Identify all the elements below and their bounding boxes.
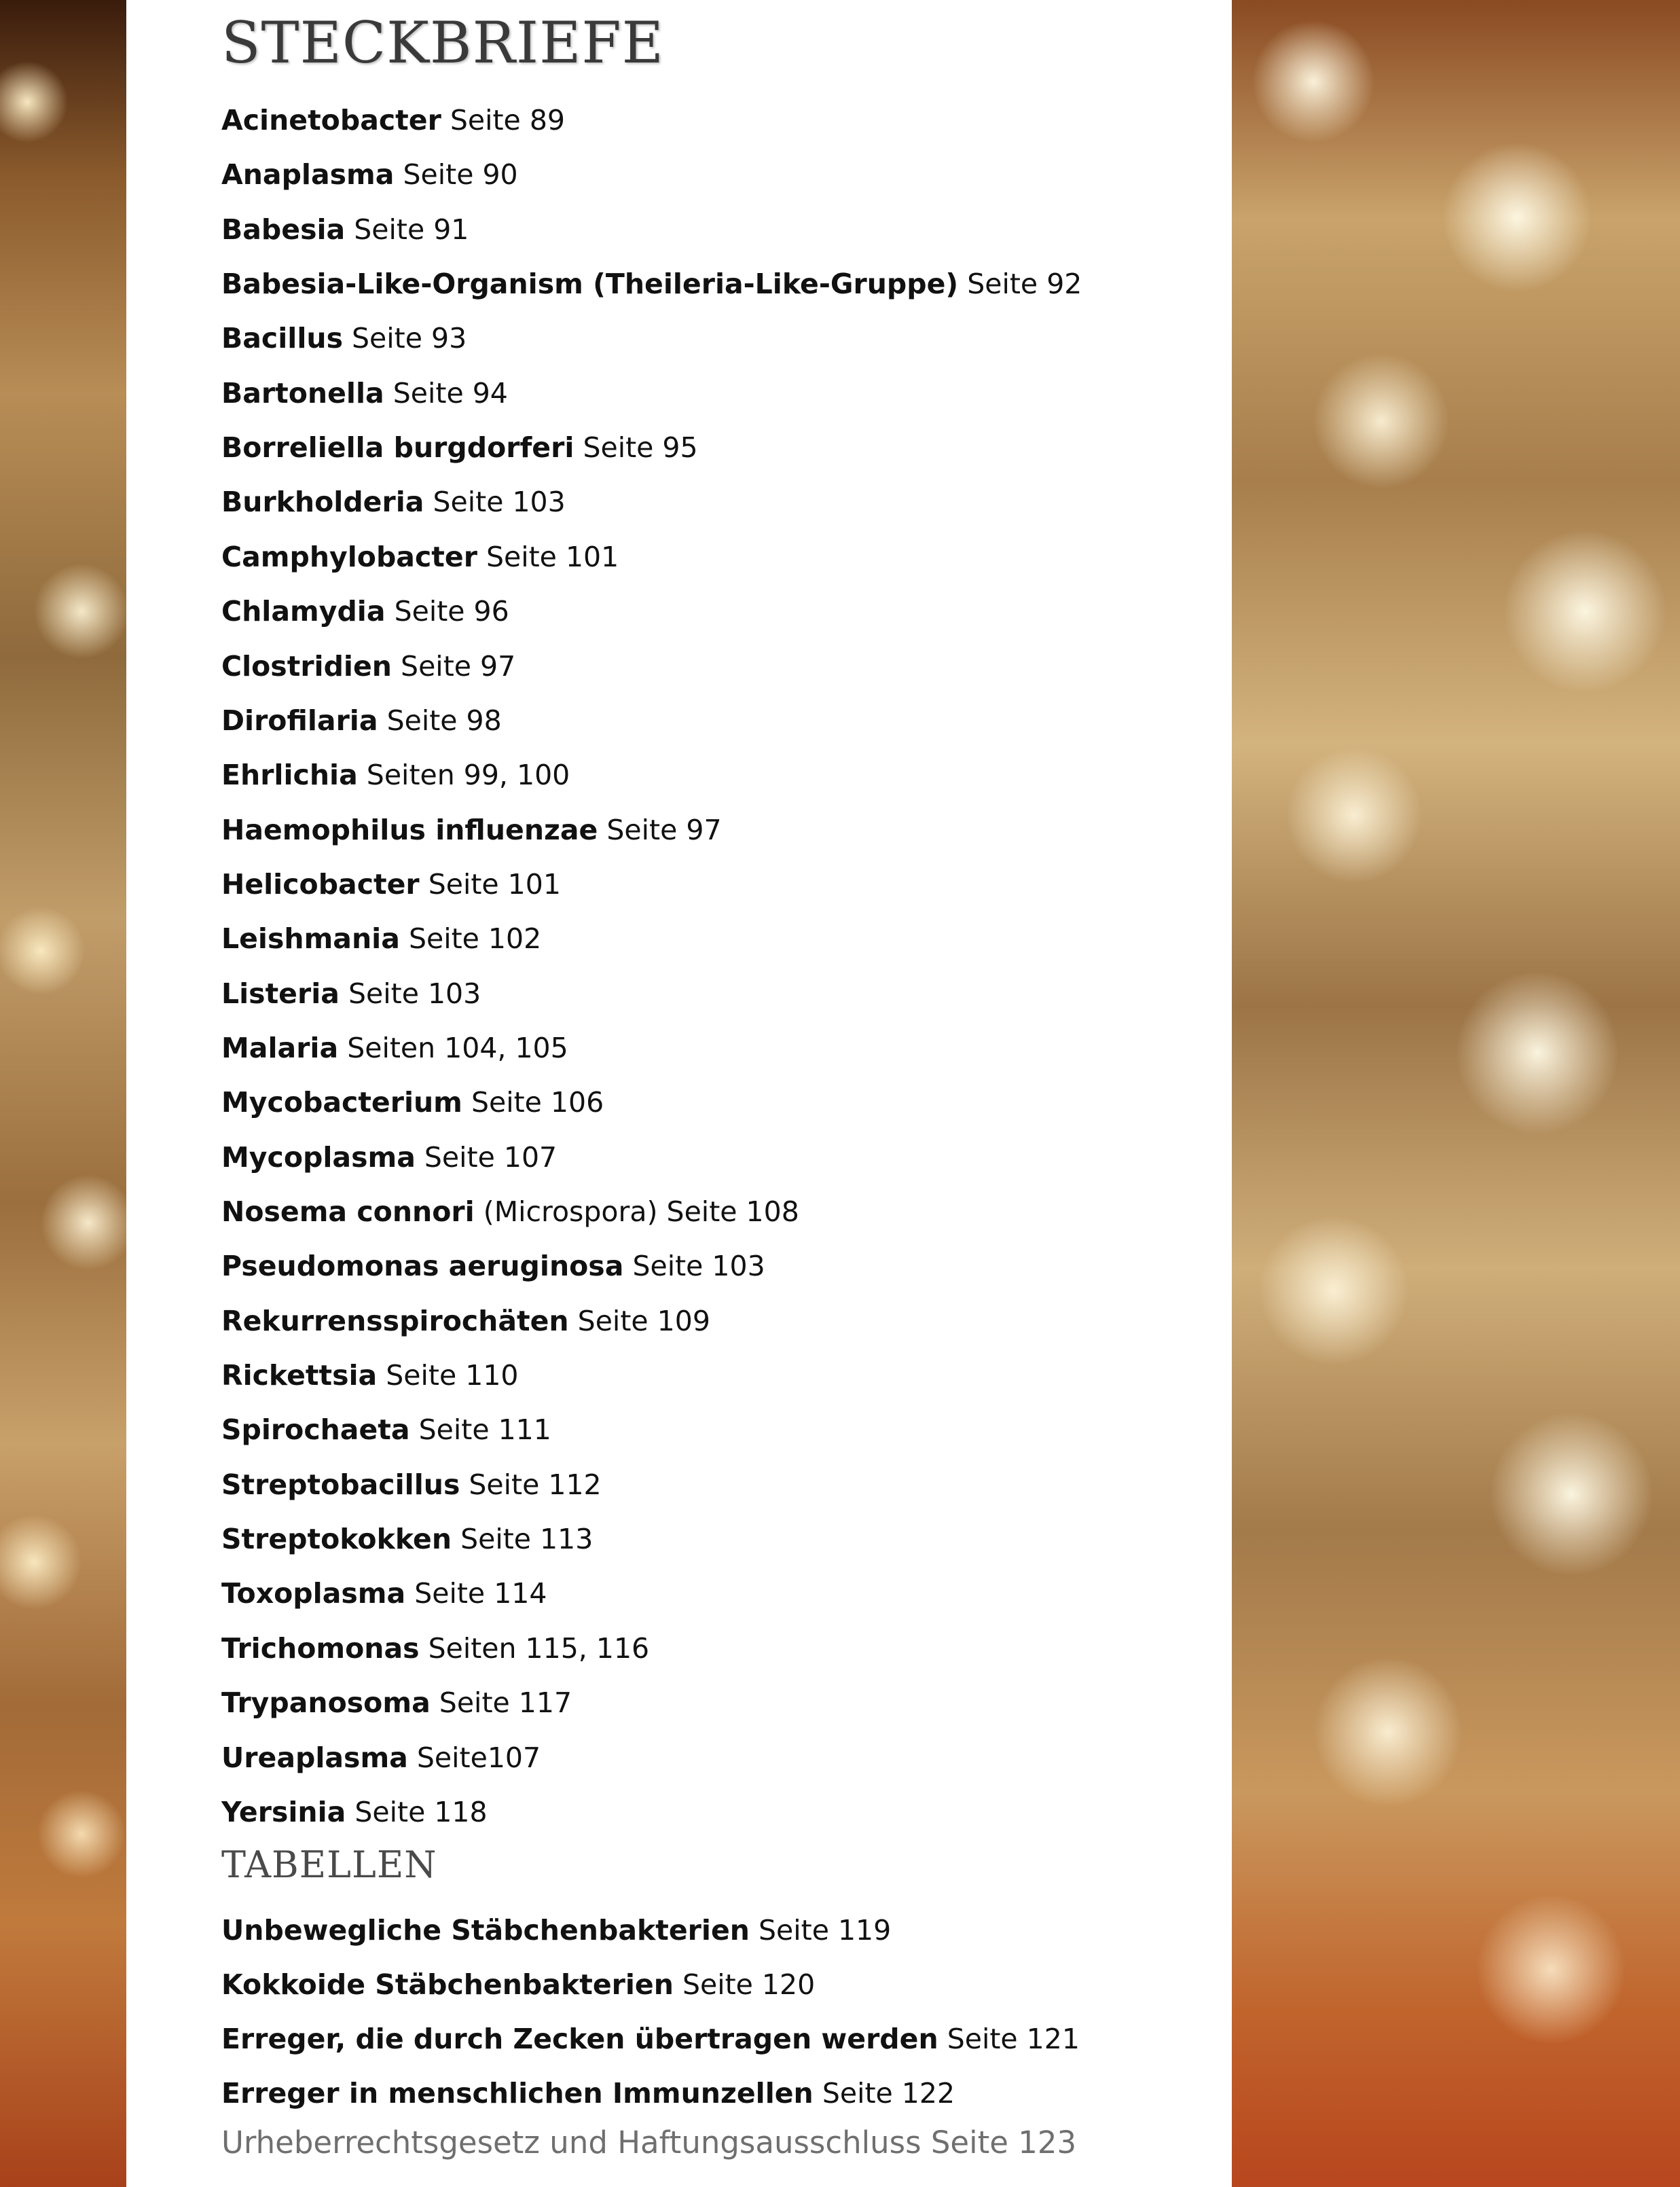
toc-entry[interactable] [221,1304,710,1338]
toc-entry[interactable] [221,103,565,137]
footer-copyright-entry[interactable]: Urheberrechtsgesetz und Haftungsausschluss Seite 123 [221,2125,1077,2161]
entry-title: Bartonella [221,376,384,410]
entry-title: Trichomonas [221,1631,420,1665]
toc-entry[interactable] [221,1249,765,1283]
toc-entry[interactable] [221,1631,649,1665]
entry-page-ref: Seite 112 [469,1468,602,1501]
toc-entry[interactable] [221,922,541,956]
toc-entry[interactable] [221,813,722,847]
toc-entry[interactable] [221,704,502,738]
toc-entry[interactable] [221,1085,604,1119]
entry-title: Streptobacillus [221,1468,460,1501]
entry-page-ref: Seite 103 [348,977,481,1010]
entry-page-ref: Seiten 115, 116 [428,1631,650,1665]
entry-page-ref: Seite 122 [822,2077,955,2110]
entry-page-ref: Seite 96 [394,595,509,628]
entry-title: Mycobacterium [221,1086,462,1119]
entry-page-ref: Seite 106 [471,1086,604,1119]
entry-page-ref: Seite 111 [418,1413,551,1447]
entry-page-ref: Seite 101 [486,540,619,573]
entry-page-ref: Seite 117 [439,1686,572,1720]
entry-title: Listeria [221,977,340,1010]
entry-page-ref: Seite 110 [386,1359,519,1392]
toc-entry[interactable] [221,1468,602,1502]
entry-title: Clostridien [221,649,392,683]
entry-title: Bacillus [221,322,343,355]
entry-title: Babesia [221,213,346,246]
left-decorative-photo [0,0,126,2187]
toc-entry[interactable] [221,2076,955,2110]
toc-entry[interactable] [221,758,570,792]
entry-page-ref: Seite 108 [666,1195,799,1228]
toc-entry[interactable] [221,1795,488,1829]
entry-title: Mycoplasma [221,1140,416,1174]
entry-page-ref: Seite 89 [450,104,565,137]
entry-page-ref: Seite 121 [947,2023,1080,2055]
entry-title: Borreliella burgdorferi [221,431,574,465]
toc-entry[interactable] [221,977,481,1011]
entry-title: Leishmania [221,922,400,956]
entry-page-ref: Seite 98 [386,704,502,737]
toc-entry[interactable] [221,1031,568,1065]
entry-title: Anaplasma [221,158,395,192]
entry-page-ref: Seite 97 [606,813,722,846]
toc-entry[interactable] [221,2022,1080,2056]
entry-title: Dirofilaria [221,704,378,737]
entry-title: Kokkoide Stäbchenbakterien [221,1968,674,2001]
entry-title: Haemophilus influenzae [221,813,598,846]
toc-entry[interactable] [221,540,619,574]
toc-entry[interactable] [221,1913,891,1947]
toc-entry[interactable] [221,158,518,192]
entry-note: (Microspora) [483,1195,658,1228]
right-decorative-photo [1232,0,1680,2187]
entry-title: Malaria [221,1031,339,1064]
entry-page-ref: Seite 103 [433,486,566,519]
toc-entry[interactable] [221,1358,519,1392]
entry-title: Erreger, die durch Zecken übertragen werden [221,2023,938,2055]
toc-entry[interactable] [221,485,566,519]
entry-page-ref: Seite 114 [414,1577,547,1610]
entry-title: Unbewegliche Stäbchenbakterien [221,1914,750,1947]
toc-entry[interactable] [221,213,469,247]
entry-title: Helicobacter [221,867,420,901]
entry-title: Pseudomonas aeruginosa [221,1250,624,1283]
toc-entry[interactable] [221,867,561,901]
entry-page-ref: Seite 95 [583,431,698,465]
entry-page-ref: Seiten 99, 100 [366,759,570,792]
entry-page-ref: Seiten 104, 105 [347,1031,568,1064]
toc-entry[interactable] [221,594,509,628]
entry-page-ref: Seite 94 [392,376,508,410]
toc-entry[interactable] [221,321,467,355]
toc-entry[interactable] [221,1741,541,1775]
entry-page-ref: Seite 97 [401,649,516,683]
toc-entry[interactable] [221,1686,572,1720]
entry-page-ref: Seite 119 [759,1914,892,1947]
entry-title: Burkholderia [221,486,424,519]
entry-page-ref: Seite 107 [424,1140,558,1174]
entry-page-ref: Seite 120 [682,1968,816,2001]
toc-entry[interactable] [221,1576,547,1610]
entry-page-ref: Seite107 [416,1741,541,1774]
entry-page-ref: Seite 90 [403,158,518,192]
entry-page-ref: Seite 101 [428,867,561,901]
toc-entry[interactable] [221,649,515,683]
entry-title: Ureaplasma [221,1741,408,1774]
entry-title: Spirochaeta [221,1413,410,1447]
entry-title: Toxoplasma [221,1577,406,1610]
entry-title: Yersinia [221,1795,346,1828]
toc-entry[interactable] [221,1413,551,1447]
entry-page-ref: Seite 91 [354,213,469,246]
toc-entry[interactable] [221,1968,815,2002]
entry-title: Erreger in menschlichen Immunzellen [221,2077,814,2110]
entry-page-ref: Seite 93 [352,322,467,355]
steckbriefe-heading: STECKBRIEFE [221,10,664,76]
entry-title: Streptokokken [221,1523,452,1556]
entry-page-ref: Seite 92 [967,268,1082,301]
entry-title: Camphylobacter [221,540,477,573]
tabellen-heading: TABELLEN [221,1843,437,1886]
entry-title: Rekurrensspirochäten [221,1304,569,1337]
entry-title: Chlamydia [221,595,386,628]
entry-title: Rickettsia [221,1359,378,1392]
entry-title: Nosema connori [221,1195,475,1228]
entry-title: Acinetobacter [221,104,441,137]
toc-entry[interactable] [221,1195,799,1229]
entry-title: Ehrlichia [221,759,358,792]
entry-title: Babesia-Like-Organism (Theileria-Like-Gruppe) [221,268,959,301]
entry-page-ref: Seite 102 [408,922,542,956]
entry-title: Trypanosoma [221,1686,431,1720]
entry-page-ref: Seite 113 [460,1523,594,1556]
entry-page-ref: Seite 109 [577,1304,710,1337]
toc-entry[interactable] [221,1522,593,1556]
toc-entry[interactable] [221,267,1082,301]
toc-entry[interactable] [221,431,698,465]
entry-page-ref: Seite 118 [354,1795,488,1828]
toc-entry[interactable] [221,376,508,410]
entry-page-ref: Seite 103 [632,1250,765,1283]
toc-entry[interactable] [221,1140,557,1174]
